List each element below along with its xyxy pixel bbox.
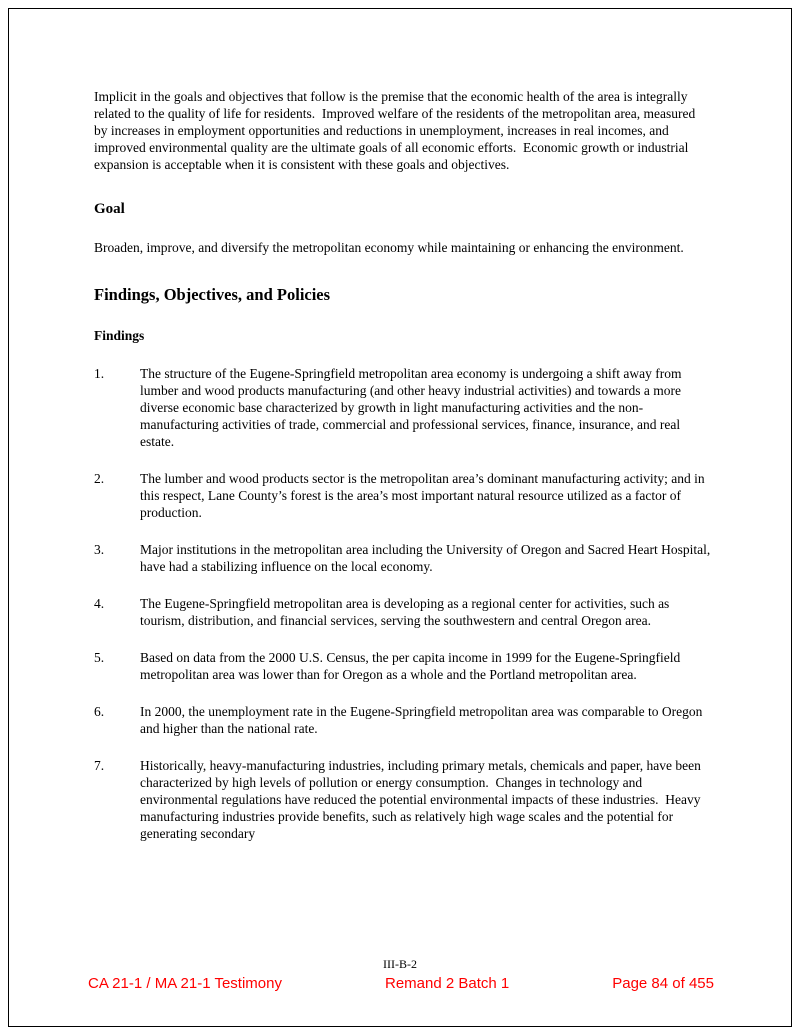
- finding-text: Major institutions in the metropolitan area including the University of Oregon and Sacred Heart Hospital, have had a stabilizing influence on the local economy.: [140, 542, 714, 574]
- finding-item-2: [94, 470, 712, 521]
- footer-stamp-left: CA 21-1 / MA 21-1 Testimony: [88, 975, 282, 992]
- finding-text: Based on data from the 2000 U.S. Census, the per capita income in 1999 for the Eugene-Springfield metropolitan area was lower than for Oregon as a whole and the Portland metropolitan area.: [140, 650, 684, 682]
- finding-text: In 2000, the unemployment rate in the Eugene-Springfield metropolitan area was comparable to Oregon and higher than the national rate.: [140, 704, 706, 736]
- finding-item-3: [94, 541, 712, 575]
- finding-text: Historically, heavy-manufacturing industries, including primary metals, chemicals and paper, have been characterized by high levels of pollution or energy consumption. Changes in technology and environmental regulations have reduced the potential environmental impacts of these industries. Heavy manufacturing industries provide benefits, such as relatively high wage scales and the potential for generating secondary: [140, 758, 705, 841]
- goal-paragraph: Broaden, improve, and diversify the metropolitan economy while maintaining or enhancing the environment.: [94, 240, 684, 255]
- finding-text: The Eugene-Springfield metropolitan area is developing as a regional center for activities, such as tourism, distribution, and financial services, serving the southwestern and central Oregon area.: [140, 596, 673, 628]
- finding-number: 7.: [94, 758, 105, 773]
- goal-heading: Goal: [94, 201, 125, 217]
- finding-number: 1.: [94, 366, 105, 381]
- finding-item-6: [94, 703, 712, 737]
- finding-item-5: [94, 649, 712, 683]
- finding-number: 3.: [94, 542, 105, 557]
- footer-stamp-row: [88, 975, 714, 992]
- document-content: [94, 88, 712, 862]
- finding-item-7: [94, 757, 712, 842]
- findings-subheading: Findings: [94, 328, 145, 343]
- footer-stamp-center: Remand 2 Batch 1: [384, 975, 510, 992]
- finding-number: 6.: [94, 704, 105, 719]
- intro-paragraph: Implicit in the goals and objectives that follow is the premise that the economic health of the area is integrally related to the quality of life for residents. Improved welfare of the residents of the metropolitan area, measured by increases in employment opportunities and reductions in unemployment, increases in real incomes, and improved environmental quality are the ultimate goals of all economic efforts. Economic growth or industrial expansion is acceptable when it is consistent with these goals and objectives.: [94, 89, 699, 172]
- finding-number: 5.: [94, 650, 105, 665]
- finding-item-4: [94, 595, 712, 629]
- footer-stamp-right: Page 84 of 455: [612, 975, 714, 992]
- finding-text: The lumber and wood products sector is the metropolitan area’s dominant manufacturing activity; and in this respect, Lane County’s forest is the area’s most important natural resource utilized as a factor of production.: [140, 471, 708, 520]
- finding-number: 2.: [94, 471, 105, 486]
- finding-text: The structure of the Eugene-Springfield metropolitan area economy is undergoing a shift away from lumber and wood products manufacturing (and other heavy industrial activities) and towards a more diverse economic base characterized by growth in light manufacturing activities and the non-manufacturing activities of trade, commercial and professional services, finance, insurance, and real estate.: [140, 366, 685, 449]
- finding-number: 4.: [94, 596, 105, 611]
- finding-item-1: [94, 365, 712, 450]
- section-heading: Findings, Objectives, and Policies: [94, 285, 331, 304]
- footer-page-label: III-B-2: [383, 957, 417, 971]
